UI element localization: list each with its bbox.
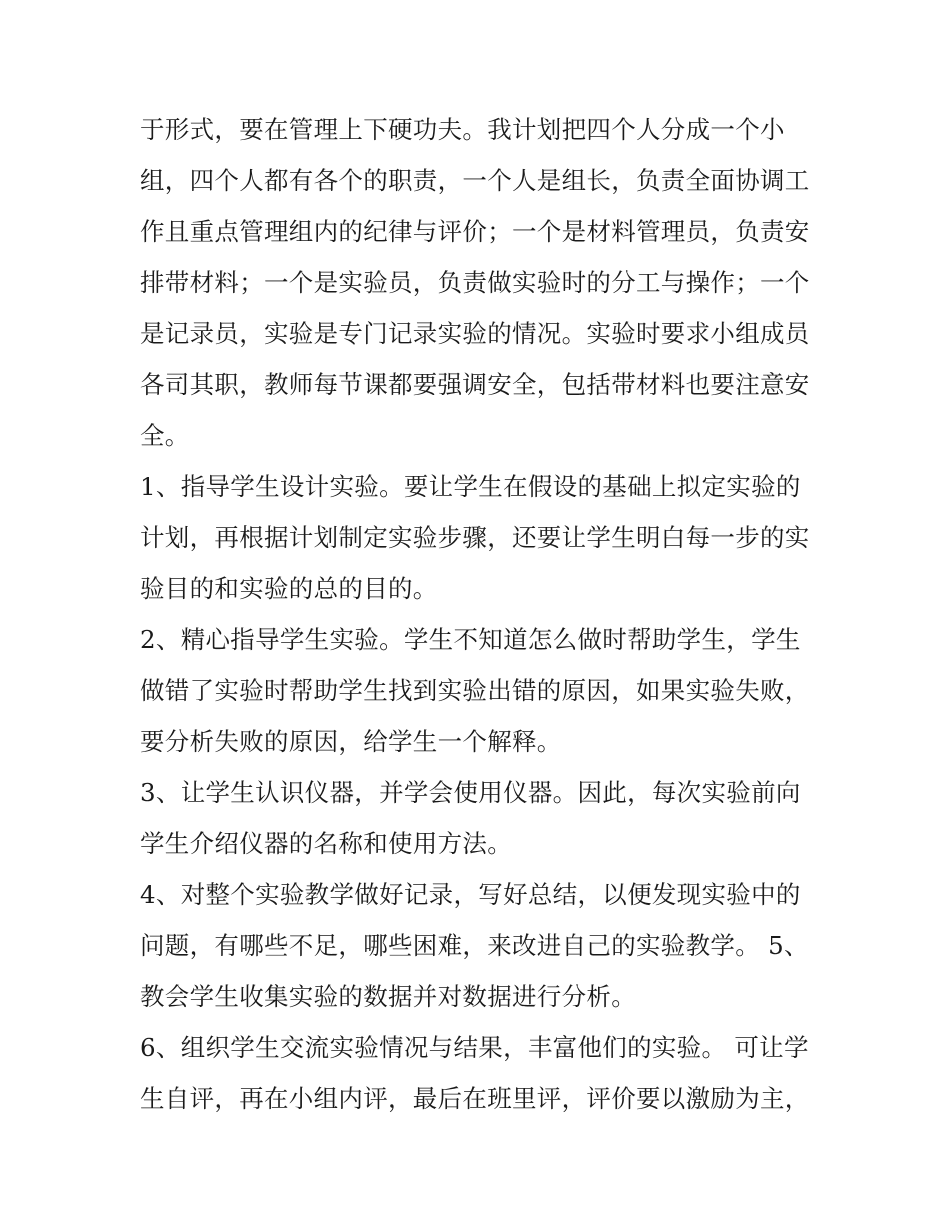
text-line: 做错了实验时帮助学生找到实验出错的原因，如果实验失败，	[140, 676, 810, 705]
list-item-4-line: 4、对整个实验教学做好记录，写好总结，以便发现实验中的	[140, 880, 801, 909]
list-item-2-line: 2、精心指导学生实验。学生不知道怎么做时帮助学生，学生	[140, 625, 801, 654]
text-line: 于形式，要在管理上下硬功夫。我计划把四个人分成一个小	[140, 115, 785, 144]
text-line: 验目的和实验的总的目的。	[140, 574, 438, 603]
text-line: 是记录员，实验是专门记录实验的情况。实验时要求小组成员	[140, 319, 810, 348]
text-line: 教会学生收集实验的数据并对数据进行分析。	[140, 982, 636, 1011]
text-line: 排带材料；一个是实验员，负责做实验时的分工与操作；一个	[140, 268, 810, 297]
text-line: 全。	[140, 421, 190, 450]
list-item-6-line: 6、组织学生交流实验情况与结果，丰富他们的实验。 可让学	[140, 1033, 809, 1062]
document-body	[140, 104, 820, 1124]
text-line: 各司其职，教师每节课都要强调安全，包括带材料也要注意安	[140, 370, 810, 399]
text-line: 生自评，再在小组内评，最后在班里评，评价要以激励为主，	[140, 1084, 810, 1113]
text-line: 计划，再根据计划制定实验步骤，还要让学生明白每一步的实	[140, 523, 810, 552]
list-item-1-line: 1、指导学生设计实验。要让学生在假设的基础上拟定实验的	[140, 472, 801, 501]
text-line: 组，四个人都有各个的职责，一个人是组长，负责全面协调工	[140, 166, 810, 195]
text-line: 问题，有哪些不足，哪些困难，来改进自己的实验教学。 5、	[140, 931, 809, 960]
text-line: 要分析失败的原因，给学生一个解释。	[140, 727, 562, 756]
text-line: 学生介绍仪器的名称和使用方法。	[140, 829, 512, 858]
text-line: 作且重点管理组内的纪律与评价；一个是材料管理员，负责安	[140, 217, 810, 246]
list-item-3-line: 3、让学生认识仪器，并学会使用仪器。因此，每次实验前向	[140, 778, 801, 807]
